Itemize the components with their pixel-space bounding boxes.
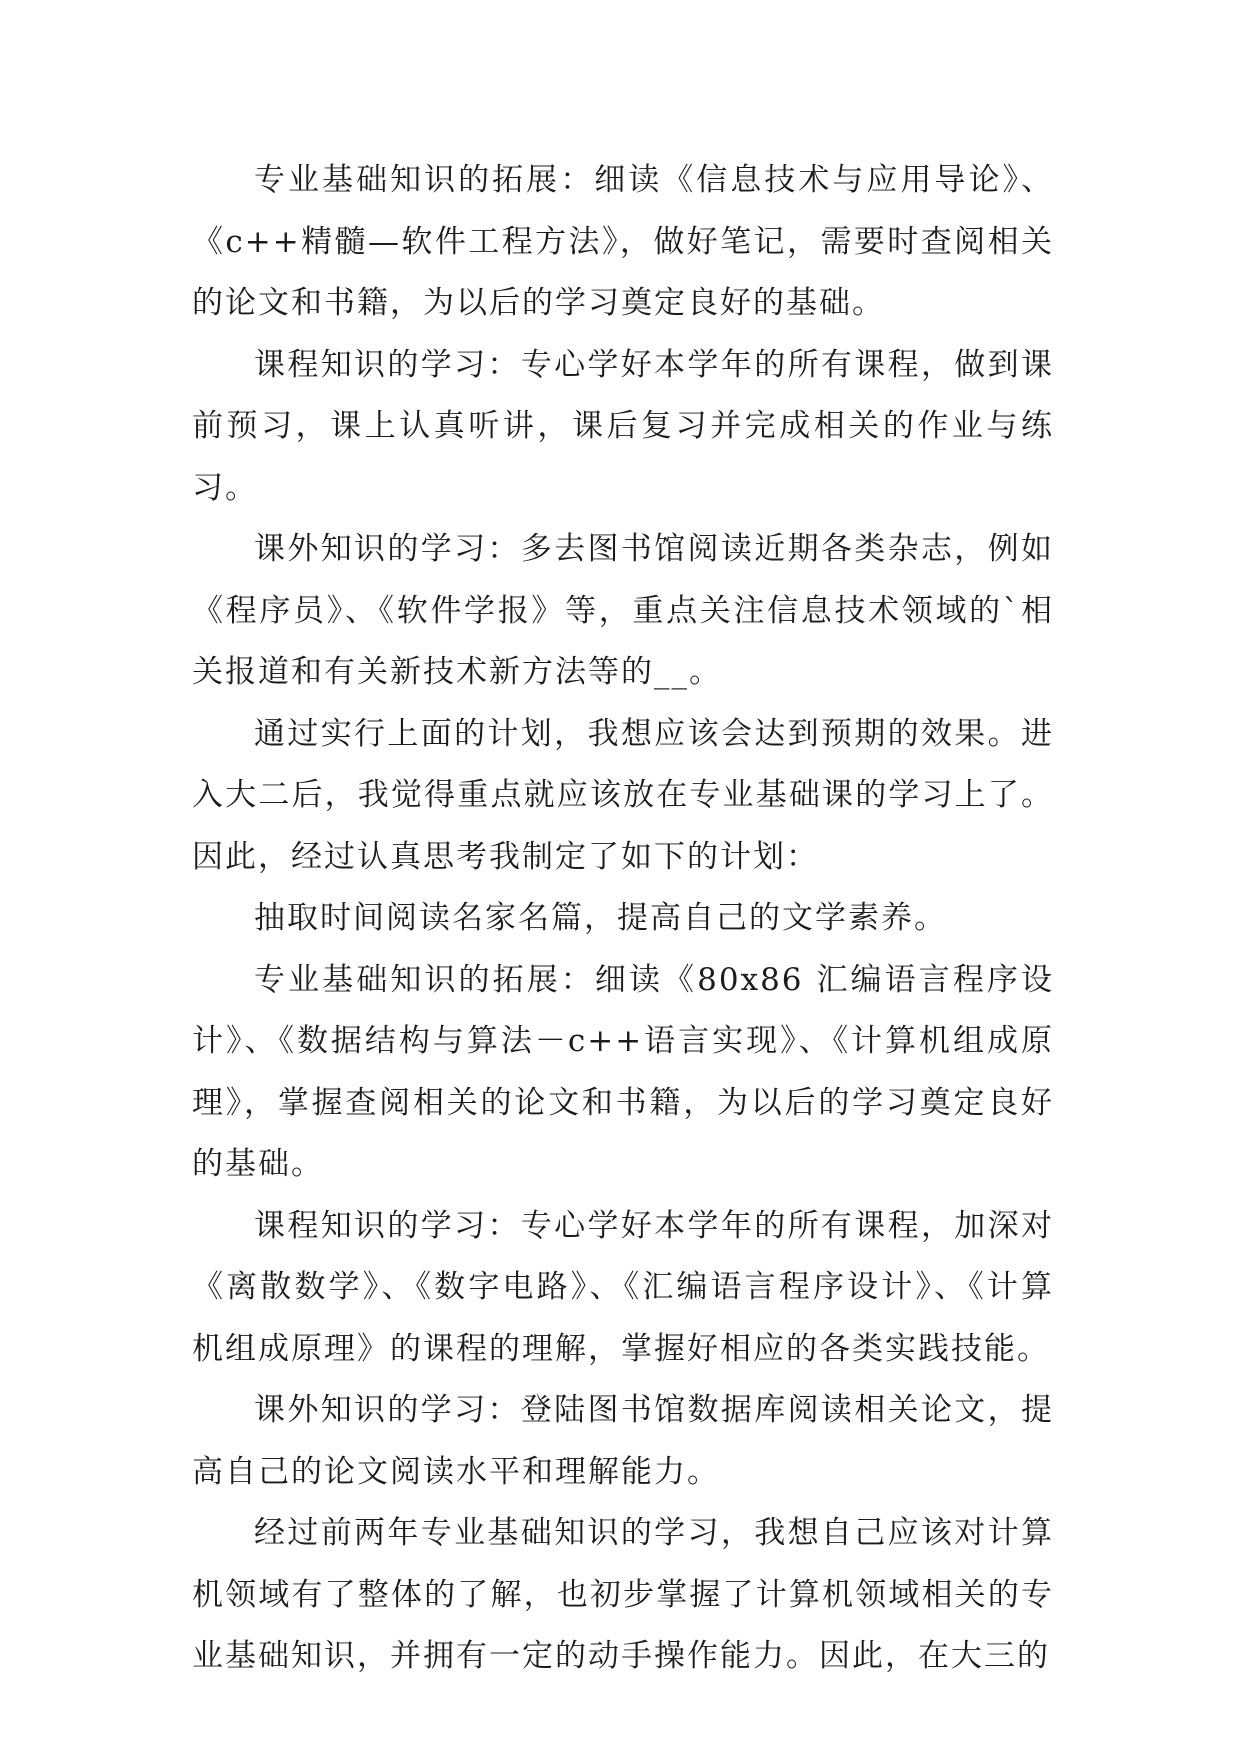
paragraph-1: 专业基础知识的拓展：细读《信息技术与应用导论》、《c++精髓—软件工程方法》，做好笔记，需要时查阅相关的论文和书籍，为以后的学习奠定良好的基础。: [192, 162, 1054, 321]
paragraph-8: 课外知识的学习：登陆图书馆数据库阅读相关论文，提高自己的论文阅读水平和理解能力。: [192, 1392, 1054, 1490]
paragraph-3: 课外知识的学习：多去图书馆阅读近期各类杂志，例如《程序员》、《软件学报》等，重点关注信息技术领域的`相关报道和有关新技术新方法等的__。: [192, 531, 1054, 690]
document-body: [192, 150, 1054, 1688]
paragraph-4: 通过实行上面的计划，我想应该会达到预期的效果。进入大二后，我觉得重点就应该放在专业基础课的学习上了。因此，经过认真思考我制定了如下的计划：: [192, 715, 1054, 875]
paragraph-2: 课程知识的学习：专心学好本学年的所有课程，做到课前预习，课上认真听讲，课后复习并完成相关的作业与练习。: [192, 346, 1054, 506]
paragraph-5: 抽取时间阅读名家名篇，提高自己的文学素养。: [254, 900, 947, 936]
paragraph-7: 课程知识的学习：专心学好本学年的所有课程，加深对《离散数学》、《数字电路》、《汇编语言程序设计》、《计算机组成原理》的课程的理解，掌握好相应的各类实践技能。: [192, 1207, 1054, 1367]
paragraph-6: 专业基础知识的拓展：细读《80x86 汇编语言程序设计》、《数据结构与算法－c++语言实现》、《计算机组成原理》，掌握查阅相关的论文和书籍，为以后的学习奠定良好的基础。: [192, 961, 1054, 1182]
paragraph-9: 经过前两年专业基础知识的学习，我想自己应该对计算机领域有了整体的了解，也初步掌握了计算机领域相关的专业基础知识，并拥有一定的动手操作能力。因此，在大三的: [192, 1515, 1054, 1674]
